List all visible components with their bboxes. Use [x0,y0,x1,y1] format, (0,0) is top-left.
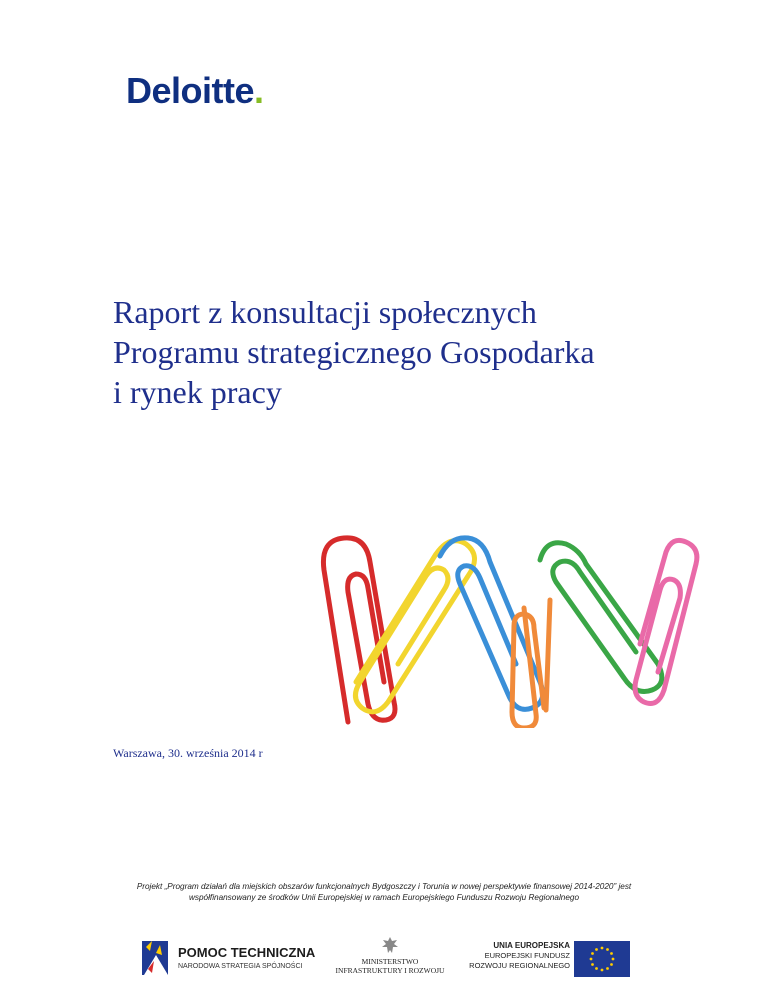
eu-line-1: UNIA EUROPEJSKA [493,941,570,950]
eu-line-2: EUROPEJSKI FUNDUSZ [484,951,570,960]
ministry-logo [328,935,452,981]
pt-title: POMOC TECHNICZNA [178,945,316,960]
logo-dot: . [254,70,264,111]
title-line-1: Raport z konsultacji społecznych [113,294,537,330]
eu-line-3: ROZWOJU REGIONALNEGO [469,961,570,970]
pink-paperclip [635,540,697,703]
eagle-icon [379,935,401,957]
eu-text [469,941,570,971]
red-paperclip [323,538,395,722]
pt-subtitle: NARODOWA STRATEGIA SPÓJNOŚCI [178,963,303,970]
report-title [113,292,673,412]
ministry-line-1: MINISTERSTWO [361,957,419,966]
logo-text: Deloitte [126,70,255,111]
eu-logo [470,941,630,981]
paperclips-image [318,532,706,728]
deloitte-logo [126,70,264,112]
ministry-line-2: INFRASTRUKTURY I ROZWOJU [335,966,445,975]
pomoc-techniczna-logo [140,935,320,979]
nss-mark-icon [140,935,172,979]
title-line-2: Programu strategicznego Gospodarka [113,334,595,370]
footnote-line-1: Projekt „Program działań dla miejskich obszarów funkcjonalnych Bydgoszczy i Torunia w nowej perspektywie finansowej 2014-2020” jest [136,882,632,891]
project-footnote [0,881,768,903]
title-line-3: i rynek pracy [113,374,282,410]
date-place: Warszawa, 30. września 2014 r [113,746,263,760]
eu-flag-icon [574,941,630,977]
footer-logos [0,935,768,985]
green-paperclip [540,543,662,692]
footnote-line-2: współfinansowany ze środków Unii Europejskiej w ramach Europejskiego Funduszu Rozwoju Regionalnego [188,893,580,902]
